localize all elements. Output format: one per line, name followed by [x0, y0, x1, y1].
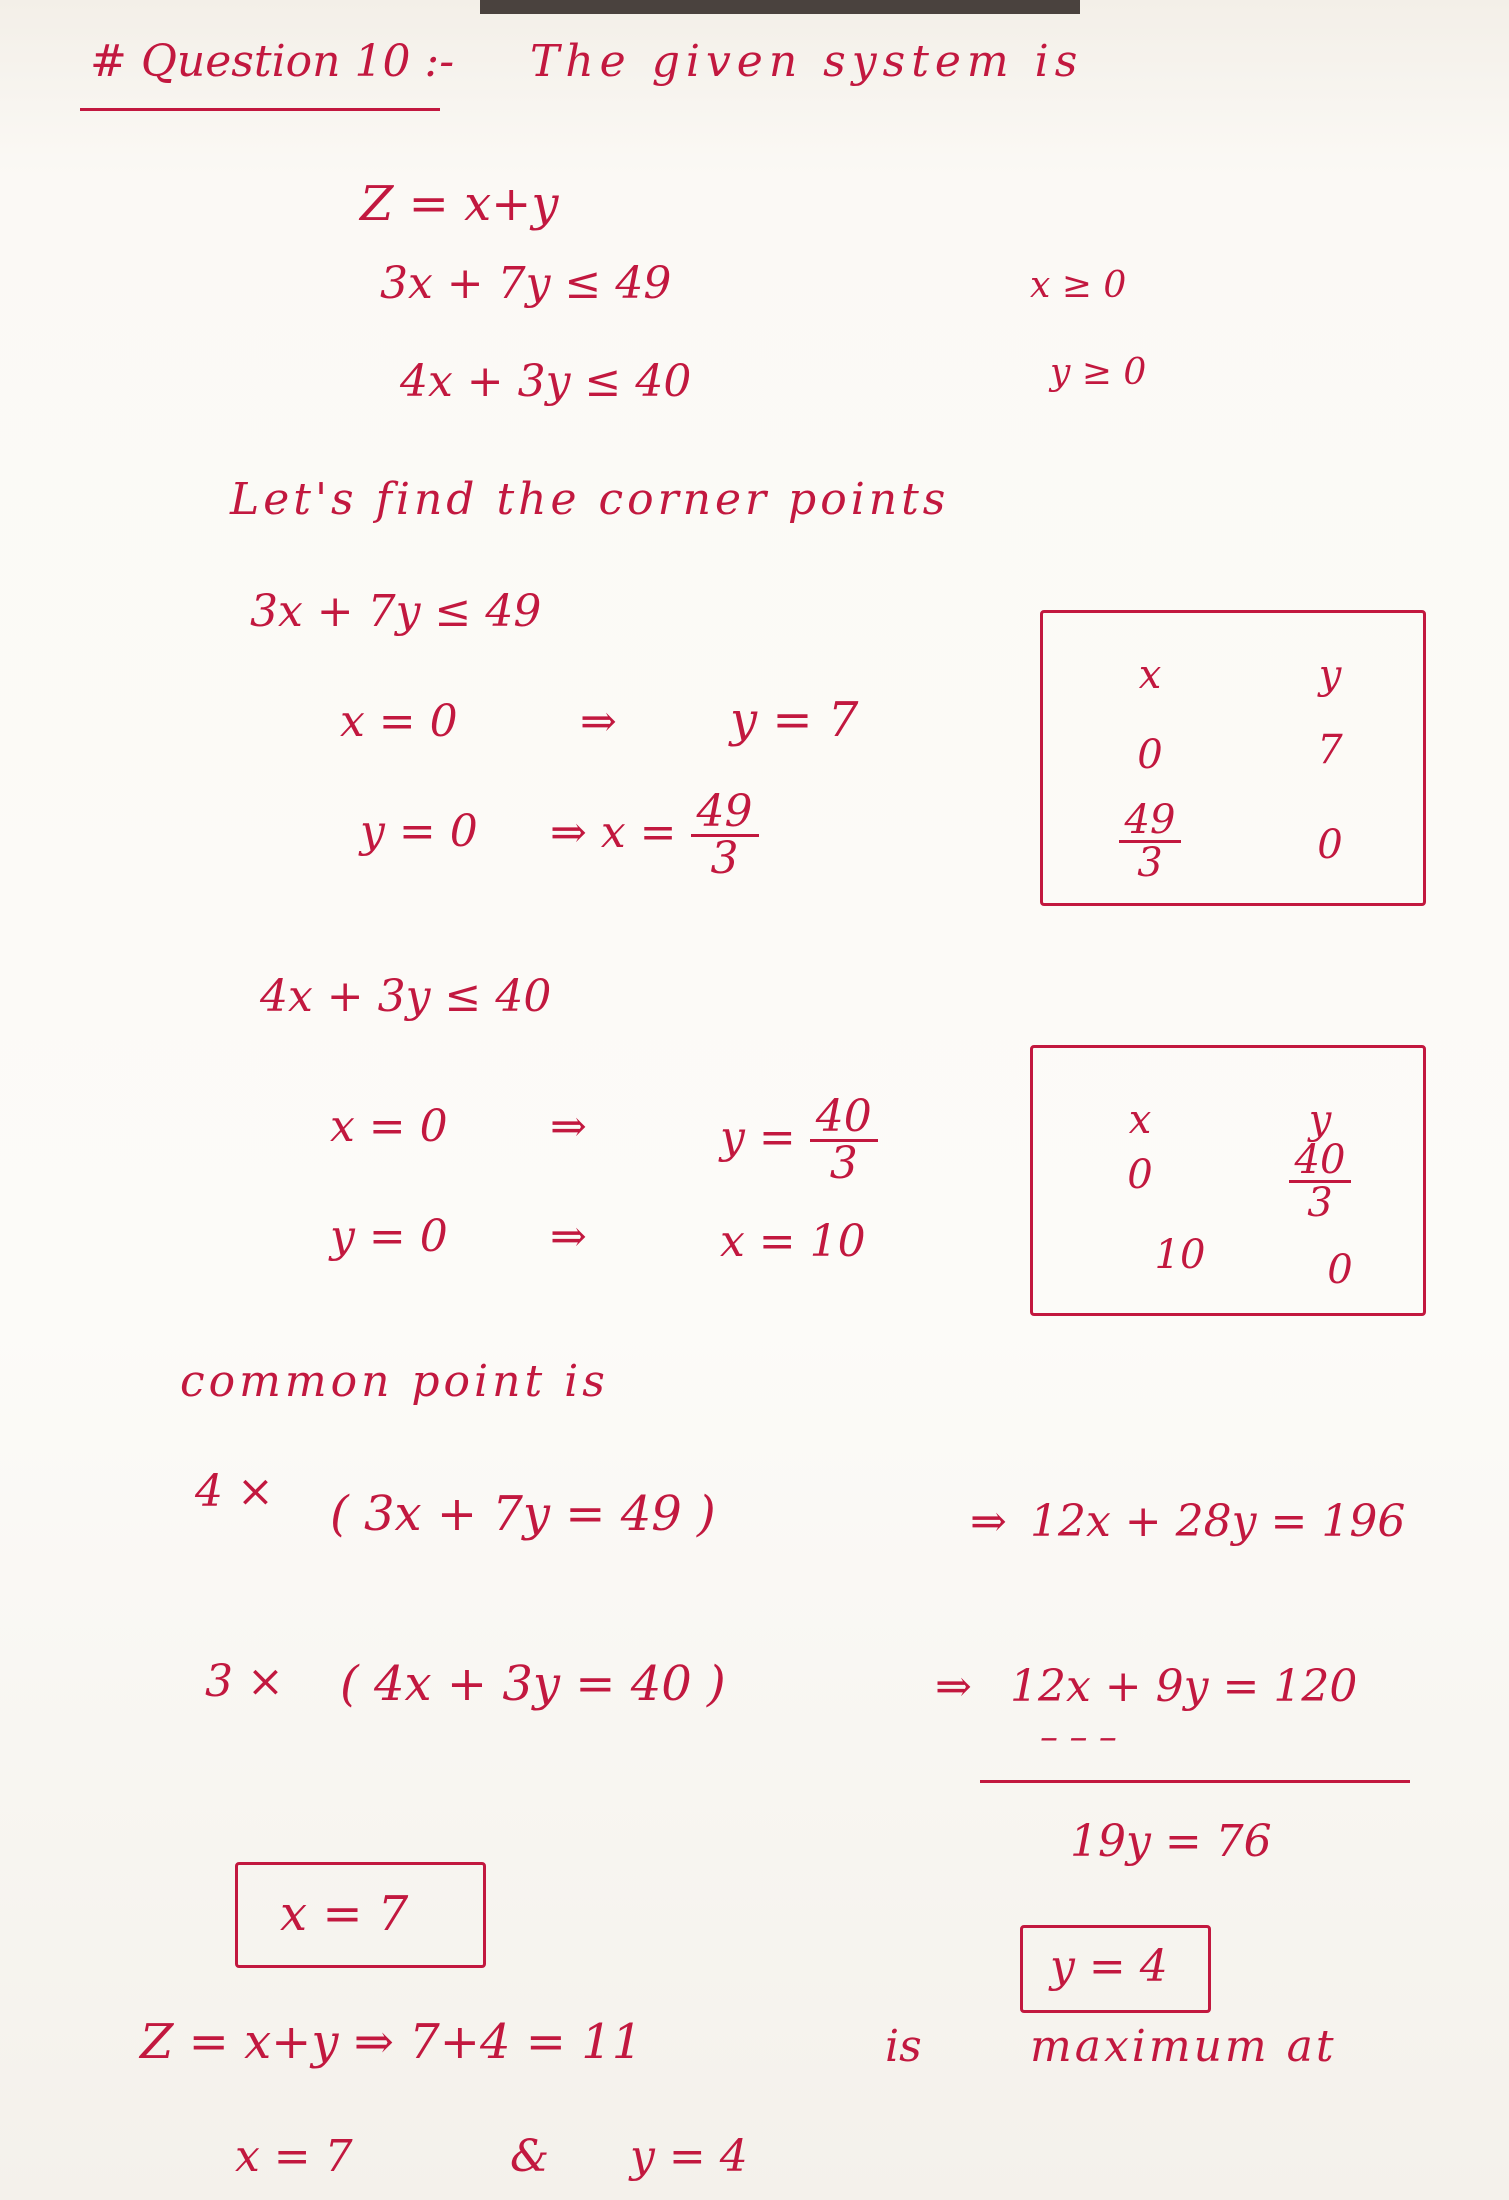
- part2-table-r1-y-fraction: [1289, 1137, 1352, 1226]
- part2-table-r1-x: 0: [1127, 1152, 1153, 1198]
- fraction-numerator: 40: [1289, 1140, 1352, 1183]
- difference-equation: 19y = 76: [1070, 1816, 1272, 1867]
- part1-row2-left: y = 0: [360, 806, 478, 857]
- conclusion-y: y = 4: [630, 2131, 748, 2182]
- part2-row2-right: x = 10: [720, 1216, 866, 1267]
- part1-table-r2-y: 0: [1317, 822, 1343, 868]
- question-label: # Question 10 :-: [90, 36, 455, 87]
- part1-table-r2-x-fraction: [1119, 797, 1182, 886]
- part1-table-header-x: x: [1138, 652, 1162, 698]
- part1-row1-right: y = 7: [730, 692, 859, 748]
- part2-table-r2-y: 0: [1327, 1247, 1353, 1293]
- part2-row2-arrow: ⇒: [550, 1211, 587, 1262]
- eq2-result: 12x + 9y = 120: [1010, 1661, 1358, 1712]
- part2-row1-arrow: ⇒: [550, 1101, 587, 1152]
- part2-row1-right: y =: [720, 1112, 796, 1163]
- conclusion-x: x = 7: [235, 2131, 353, 2182]
- conclusion-maximum-at: maximum at: [1030, 2021, 1337, 2072]
- part2-table-header-y: y: [1308, 1097, 1332, 1143]
- part1-table-header-y: y: [1318, 652, 1342, 698]
- part2-table-r2-x: 10: [1154, 1232, 1206, 1278]
- conclusion-is: is: [885, 2021, 922, 2072]
- objective-function: Z = x+y: [360, 176, 559, 232]
- conclusion-line1: Z = x+y ⇒ 7+4 = 11: [140, 2014, 643, 2070]
- eq1-result: 12x + 28y = 196: [1030, 1496, 1406, 1547]
- part1-row2-arrow: ⇒ x =: [550, 807, 677, 858]
- fraction-numerator: 49: [691, 790, 759, 837]
- fraction-numerator: 49: [1119, 800, 1182, 843]
- subtract-signs: – – –: [1040, 1717, 1117, 1758]
- part2-row1-fraction: [810, 1091, 878, 1189]
- x-result: x = 7: [280, 1886, 409, 1942]
- constraint-1: 3x + 7y ≤ 49: [380, 258, 672, 309]
- constraint-2: 4x + 3y ≤ 40: [400, 356, 692, 407]
- part1-row2-fraction: [691, 786, 759, 884]
- eq2-multiplier: 3 ×: [205, 1656, 284, 1707]
- eq1: ( 3x + 7y = 49 ): [330, 1486, 716, 1542]
- part1-table-r2-x: [1090, 797, 1210, 886]
- subtraction-line: [980, 1780, 1410, 1783]
- eq2: ( 4x + 3y = 40 ): [340, 1656, 726, 1712]
- part2-table-r1-y: [1270, 1137, 1370, 1226]
- part1-row1-arrow: ⇒: [580, 696, 617, 747]
- part2-table-header-x: x: [1128, 1097, 1152, 1143]
- non-negativity-y: y ≥ 0: [1050, 352, 1147, 393]
- fraction-denominator: 3: [1137, 840, 1163, 886]
- intro-text: The given system is: [530, 36, 1084, 87]
- fraction-denominator: 3: [1307, 1180, 1333, 1226]
- eq2-arrow: ⇒: [935, 1661, 972, 1712]
- fraction-denominator: 3: [710, 833, 739, 884]
- part2-row2-left: y = 0: [330, 1211, 448, 1262]
- part1-equation: 3x + 7y ≤ 49: [250, 586, 542, 637]
- corner-points-heading: Let's find the corner points: [230, 474, 950, 525]
- part1-row1-left: x = 0: [340, 696, 458, 747]
- y-result: y = 4: [1050, 1941, 1168, 1992]
- fraction-denominator: 3: [829, 1138, 858, 1189]
- eq1-multiplier: 4 ×: [195, 1466, 274, 1517]
- eq1-arrow: ⇒: [970, 1496, 1007, 1547]
- fraction-numerator: 40: [810, 1095, 878, 1142]
- part2-row1-solution: [720, 1091, 878, 1189]
- question-underline: [80, 108, 440, 111]
- part1-row2-solution: [550, 786, 759, 884]
- part1-table-r1-y: 7: [1317, 727, 1343, 773]
- part2-row1-left: x = 0: [330, 1101, 448, 1152]
- page-top-edge: [480, 0, 1080, 14]
- part2-equation: 4x + 3y ≤ 40: [260, 971, 552, 1022]
- conclusion-and: &: [510, 2131, 550, 2182]
- non-negativity-x: x ≥ 0: [1030, 265, 1127, 306]
- part1-table-r1-x: 0: [1137, 732, 1163, 778]
- common-point-heading: common point is: [180, 1356, 609, 1407]
